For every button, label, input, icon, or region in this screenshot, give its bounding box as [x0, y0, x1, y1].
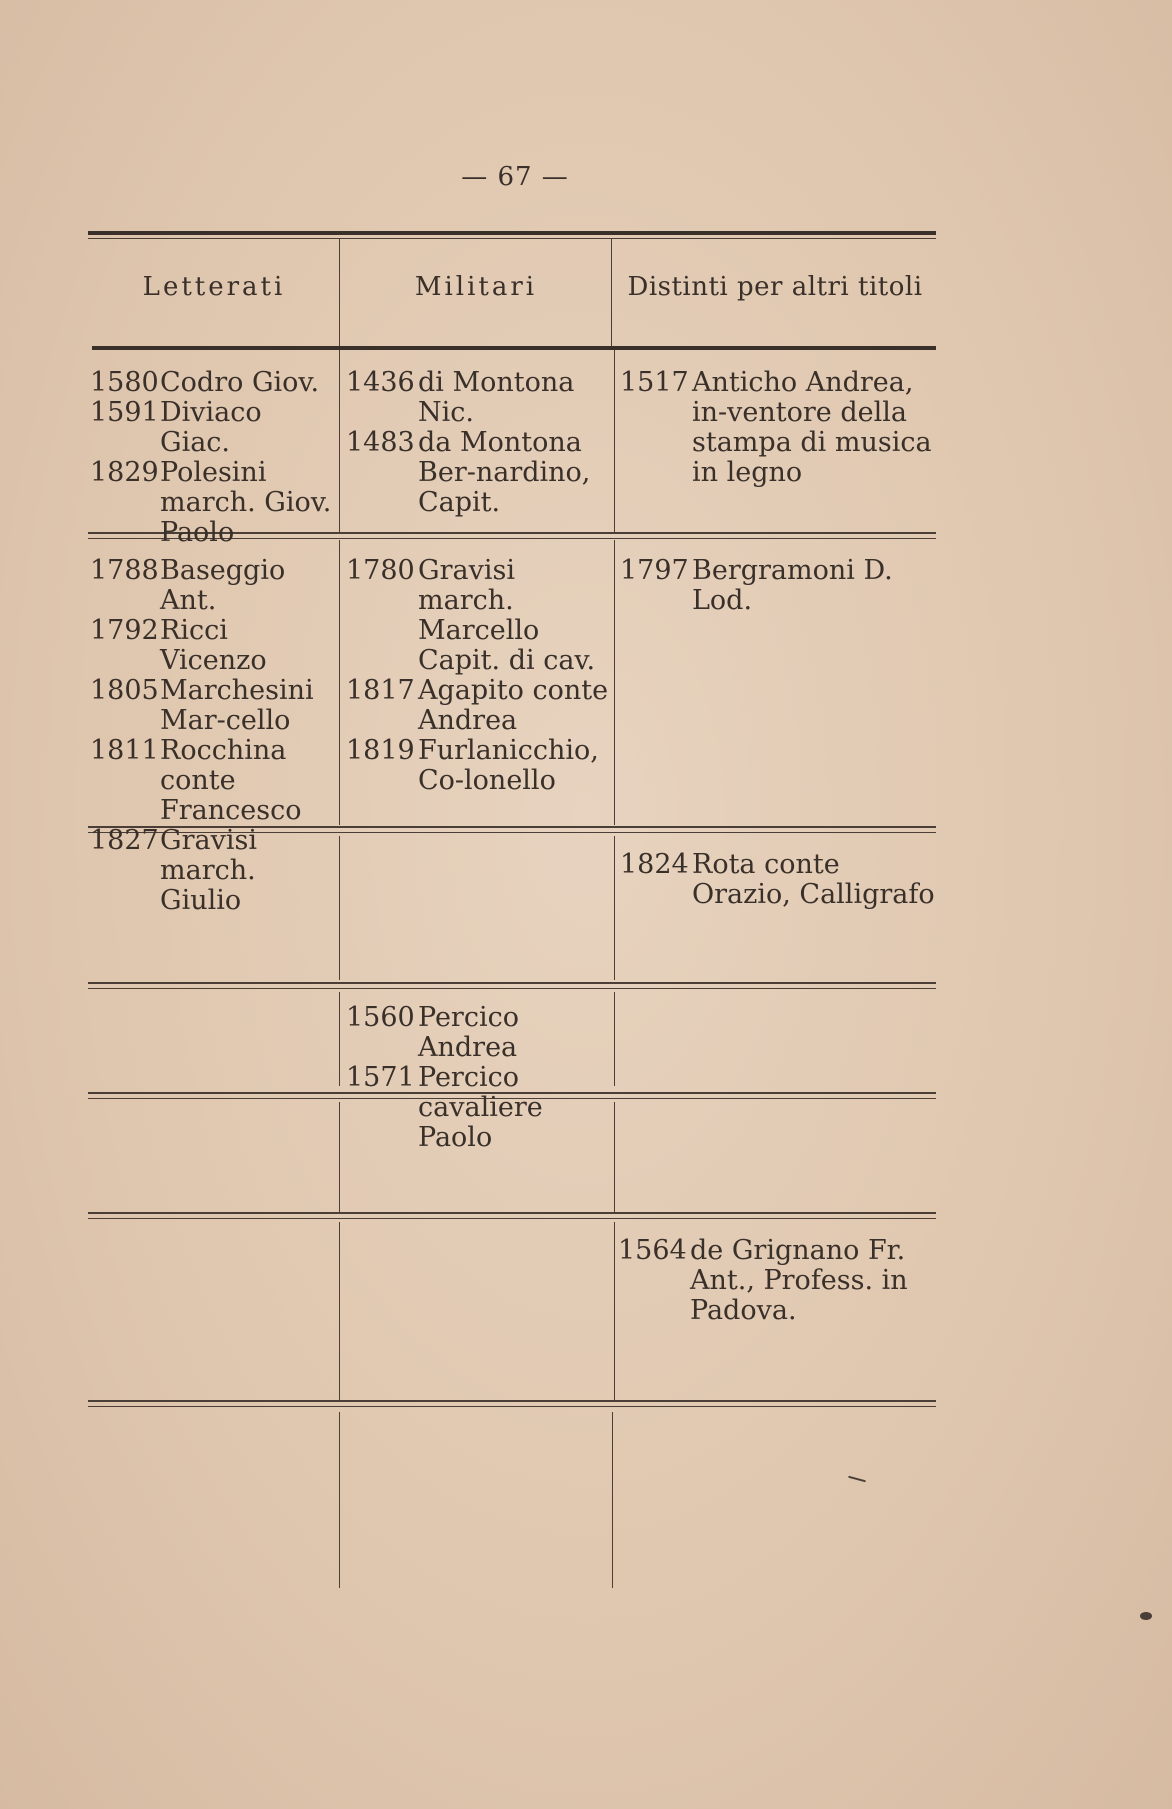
row-rule	[88, 982, 936, 984]
entry-year: 1780	[346, 555, 415, 586]
entry-text: Rocchina conte Francesco	[160, 735, 302, 826]
entry-text: Percico cavaliere Paolo	[418, 1062, 543, 1153]
entry-text: Codro Giov.	[160, 367, 320, 398]
entry-year: 1564	[618, 1235, 687, 1266]
entry	[90, 616, 340, 676]
entry-text: Baseggio Ant.	[160, 555, 286, 616]
col-divider	[614, 1222, 615, 1400]
entry	[90, 368, 340, 398]
cell-altri	[618, 1236, 942, 1326]
entry-year: 1829	[90, 457, 159, 488]
entry	[90, 458, 340, 548]
header-militari: Militari	[414, 272, 538, 302]
entry-text: Furlanicchio, Co-lonello	[418, 735, 599, 796]
header-rule	[92, 346, 936, 350]
entry	[90, 398, 340, 458]
entry-year: 1580	[90, 367, 159, 398]
cell-letterati	[90, 556, 340, 916]
row-rule	[88, 1218, 936, 1219]
col-divider	[614, 540, 615, 825]
entry	[620, 368, 940, 488]
entry	[346, 556, 612, 676]
entry-year: 1788	[90, 555, 159, 586]
entry	[346, 1063, 612, 1153]
row-rule	[88, 1400, 936, 1402]
entry-text: de Grignano Fr. Ant., Profess. in Padova.	[690, 1235, 908, 1326]
entry	[346, 368, 610, 428]
entry	[346, 428, 610, 518]
entry-text: Gravisi march. Marcello Capit. di cav.	[418, 555, 596, 676]
col-divider	[614, 836, 615, 980]
entry	[620, 556, 940, 616]
entry-year: 1591	[90, 397, 159, 428]
entry-text: Bergramoni D. Lod.	[692, 555, 893, 616]
cell-letterati	[90, 368, 340, 548]
cell-militari	[346, 1003, 612, 1153]
entry-text: Anticho Andrea, in-ventore della stampa di musica in legno	[692, 367, 932, 488]
col-divider	[339, 992, 340, 1086]
entry-year: 1827	[90, 825, 159, 856]
cell-militari	[346, 556, 612, 796]
entry	[618, 1236, 942, 1326]
cell-altri	[620, 850, 940, 910]
entry	[90, 556, 340, 616]
col-divider	[339, 1102, 340, 1212]
entry-year: 1811	[90, 735, 159, 766]
entry	[90, 826, 340, 916]
cell-altri	[620, 368, 940, 488]
entry-year: 1797	[620, 555, 689, 586]
entry	[90, 676, 340, 736]
entry-text: Marchesini Mar-cello	[160, 675, 314, 736]
page-number: — 67 —	[461, 162, 569, 192]
header-altri: Distinti per altri titoli	[627, 272, 923, 302]
entry	[620, 850, 940, 910]
col-divider	[611, 238, 612, 346]
top-rule	[88, 231, 936, 235]
entry-text: da Montona Ber-nardino, Capit.	[418, 427, 591, 518]
entry-text: Agapito conte Andrea	[418, 675, 609, 736]
row-rule	[88, 988, 936, 989]
cell-militari	[346, 368, 610, 518]
ink-mark	[1140, 1612, 1152, 1620]
entry-text: Ricci Vicenzo	[160, 615, 267, 676]
col-divider	[614, 1102, 615, 1212]
entry-year: 1817	[346, 675, 415, 706]
col-divider	[339, 1222, 340, 1400]
entry-year: 1792	[90, 615, 159, 646]
entry-text: Rota conte Orazio, Calligrafo	[692, 849, 935, 910]
entry	[346, 676, 612, 736]
entry-year: 1483	[346, 427, 415, 458]
entry-text: di Montona Nic.	[418, 367, 575, 428]
row-rule	[88, 1212, 936, 1214]
col-divider	[339, 238, 340, 346]
entry	[90, 736, 340, 826]
entry-text: Diviaco Giac.	[160, 397, 262, 458]
col-divider	[612, 1412, 613, 1588]
col-divider	[614, 992, 615, 1086]
ink-mark	[848, 1476, 866, 1483]
entry-year: 1517	[620, 367, 689, 398]
entry	[346, 1003, 612, 1063]
col-divider	[339, 1412, 340, 1588]
entry-year: 1819	[346, 735, 415, 766]
col-divider	[614, 350, 615, 532]
entry-text: Gravisi march. Giulio	[160, 825, 257, 916]
entry	[346, 736, 612, 796]
cell-altri	[620, 556, 940, 616]
entry-year: 1436	[346, 367, 415, 398]
entry-text: Percico Andrea	[418, 1002, 519, 1063]
row-rule	[88, 1406, 936, 1407]
entry-year: 1824	[620, 849, 689, 880]
entry-year: 1560	[346, 1002, 415, 1033]
top-rule-thin	[88, 238, 936, 239]
entry-text: Polesini march. Giov. Paolo	[160, 457, 332, 548]
entry-year: 1571	[346, 1062, 415, 1093]
header-letterati: Letterati	[142, 272, 286, 302]
entry-year: 1805	[90, 675, 159, 706]
